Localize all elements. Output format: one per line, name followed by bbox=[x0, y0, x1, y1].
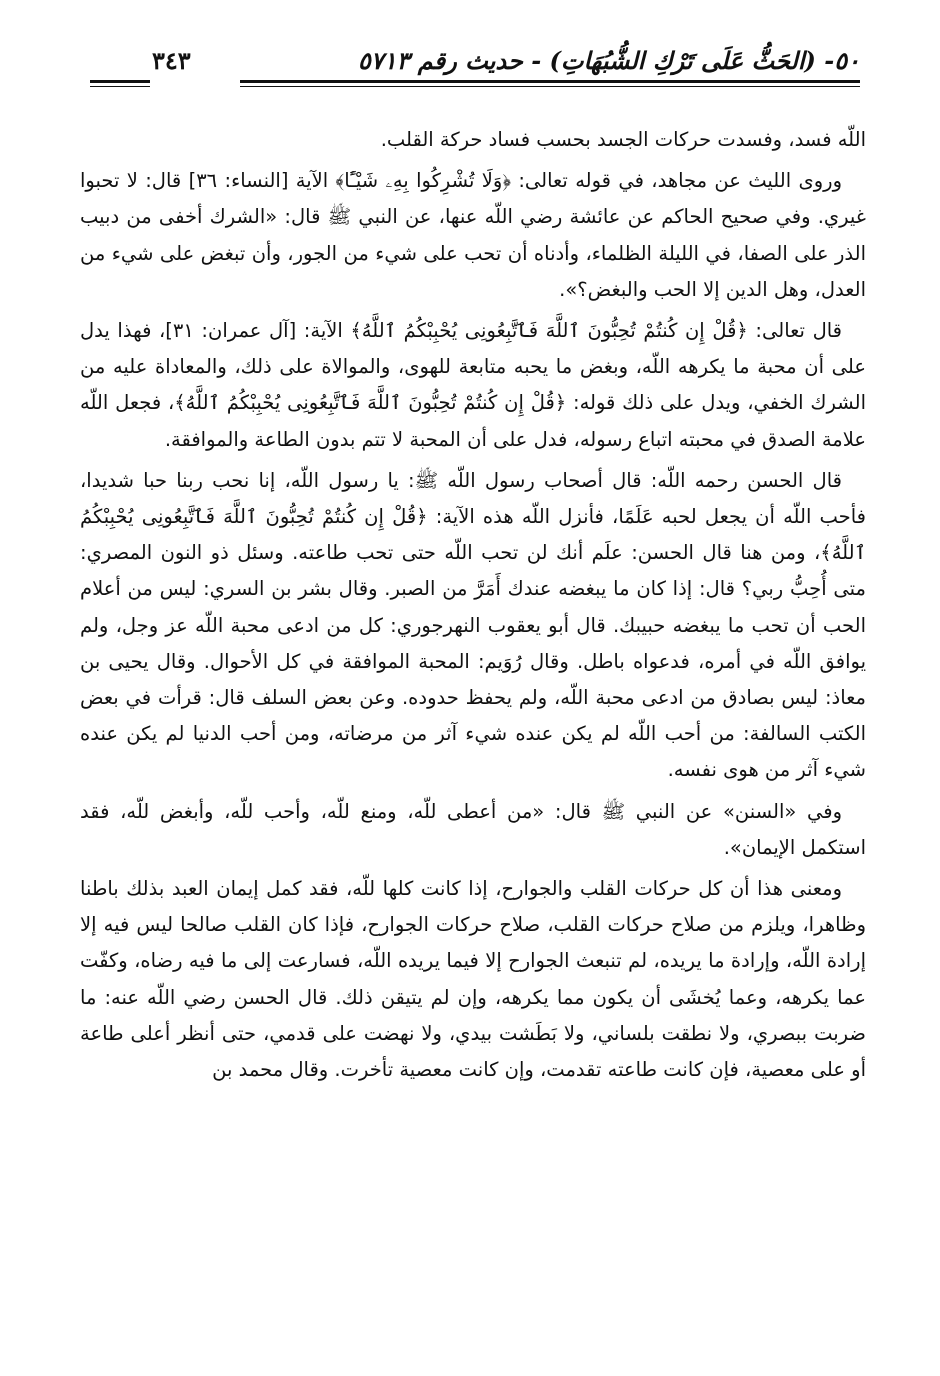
paragraph: اللّه فسد، وفسدت حركات الجسد بحسب فساد حركة القلب. bbox=[380, 128, 866, 151]
header-rule-left bbox=[90, 80, 150, 94]
paragraph: قال تعالى: ﴿قُلْ إِن كُنتُمْ تُحِبُّونَ ٱللَّهَ فَٱتَّبِعُونِى يُحْبِبْكُمُ ٱللَّهُ﴾ الآية: [آل عمران: ٣١]، فهذا يدل على أن محبة ما يكرهه اللّه، وبغض ما يحبه متابعة للهوى، والموالاة على ذلك، والمعاداة عليه من الشرك الخفي، ويدل على ذلك قوله: ﴿قُلْ إِن كُنتُمْ تُحِبُّونَ ٱللَّهَ فَٱتَّبِعُونِى يُحْبِبْكُمُ ٱللَّهُ﴾، فجعل اللّه علامة الصدق في محبته اتباع رسوله، فدل على أن المحبة لا تتم بدون الطاعة والموافقة. bbox=[80, 319, 866, 451]
paragraph: قال الحسن رحمه اللّه: قال أصحاب رسول اللّه ﷺ: يا رسول اللّه، إنا نحب ربنا حبا شديدا، فأحب اللّه أن يجعل لحبه عَلَمًا، فأنزل اللّه هذه الآية: ﴿قُلْ إِن كُنتُمْ تُحِبُّونَ ٱللَّهَ فَٱتَّبِعُونِى يُحْبِبْكُمُ ٱللَّهُ﴾، ومن هنا قال الحسن: علَم أنك لن تحب اللّه حتى تحب طاعته. وسئل ذو النون المصري: متى أُحِبُّ ربي؟ قال: إذا كان ما يبغضه عندك أَمَرَّ من الصبر. وقال بشر بن السري: ليس من أعلام الحب أن تحب ما يبغضه حبيبك. قال أبو يعقوب النهرجوري: كل من ادعى محبة اللّه عز وجل، ولم يوافق اللّه في أمره، فدعواه باطل. وقال رُوَيم: المحبة الموافقة في كل الأحوال. وقال يحيى بن معاذ: ليس بصادق من ادعى محبة اللّه، ولم يحفظ حدوده. وعن بعض السلف قال: قرأت في بعض الكتب السالفة: من أحب اللّه لم يكن عنده شيء آثر من مرضاته، ومن أحب الدنيا لم يكن عنده شيء آثر من هوى نفسه. bbox=[80, 468, 866, 782]
page-body bbox=[80, 122, 866, 1093]
paragraph: وفي «السنن» عن النبي ﷺ قال: «من أعطى للّه، ومنع للّه، وأحب للّه، وأبغض للّه، فقد استكمل الإيمان». bbox=[80, 799, 866, 859]
running-title: ٥٠- (الحَثُّ عَلَى تَرْكِ الشُّبُهَاتِ) - حديث رقم ٥٧١٣ bbox=[357, 46, 860, 75]
paragraph: ومعنى هذا أن كل حركات القلب والجوارح، إذا كانت كلها للّه، فقد كمل إيمان العبد بذلك باطنا وظاهرا، ويلزم من صلاح حركات القلب، صلاح حركات الجوارح، فإذا كان القلب صالحا ليس فيه إلا إرادة اللّه، وإرادة ما يريده، لم تنبعث الجوارح إلا فيما يريده اللّه، فسارعت إلى ما فيه رضاه، وكفّت عما يكرهه، وعما يُخشَى أن يكون مما يكرهه، وإن لم يتيقن ذلك. قال الحسن رضي اللّه عنه: ما ضربت ببصري، ولا نطقت بلساني، ولا بَطَشت بيدي، ولا نهضت على قدمي، حتى أنظر أعلى طاعة أو على معصية، فإن كانت طاعته تقدمت، وإن كانت معصية تأخرت. وقال محمد بن bbox=[80, 877, 866, 1082]
header-rule-right bbox=[240, 80, 860, 94]
page-number: ٣٤٣ bbox=[152, 46, 191, 75]
page-header bbox=[90, 38, 860, 100]
paragraph: وروى الليث عن مجاهد، في قوله تعالى: ﴿وَلَا تُشْرِكُوا بِهِۦ شَيْـًٔا﴾ الآية [النساء: ٣٦] قال: لا تحبوا غيري. وفي صحيح الحاكم عن عائشة رضي اللّه عنها، عن النبي ﷺ قال: «الشرك أخفى من دبيب الذر على الصفا، في الليلة الظلماء، وأدناه أن تحب على شيء من الجور، وأن تبغض على شيء من العدل، وهل الدين إلا الحب والبغض؟». bbox=[80, 169, 866, 301]
